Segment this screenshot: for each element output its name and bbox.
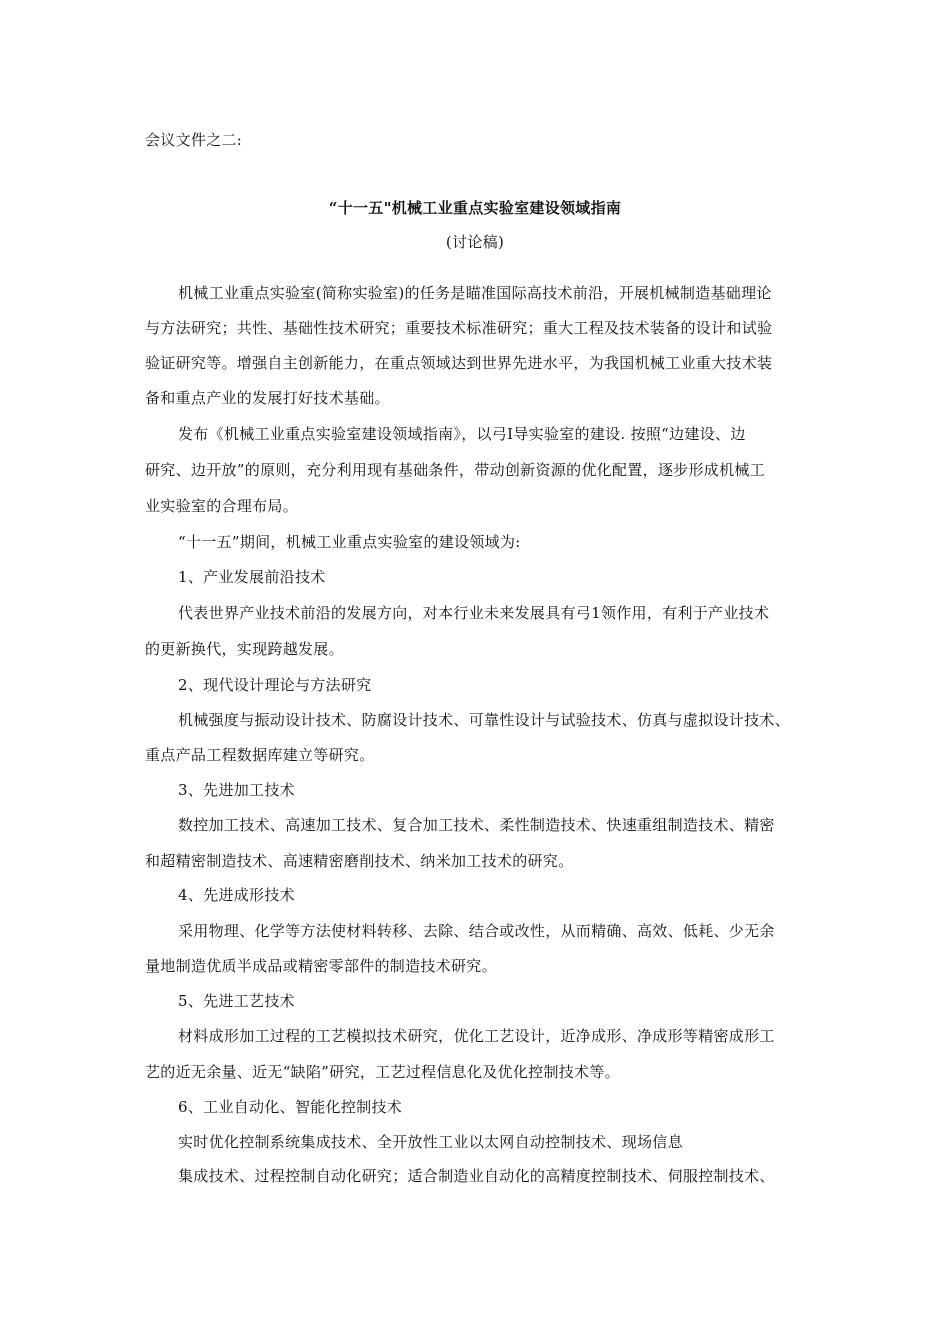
document-title: “十一五"机械工业重点实验室建设领域指南 — [328, 199, 622, 217]
paragraph-line: 采用物理、化学等方法使材料转移、去除、结合或改性，从而精确、高效、低耗、少无余 — [178, 922, 775, 940]
section-heading: 5、先进工艺技术 — [178, 992, 295, 1010]
paragraph-line: 集成技术、过程控制自动化研究；适合制造业自动化的高精度控制技术、伺服控制技术、 — [178, 1167, 775, 1185]
paragraph-line: 艺的近无余量、近无“缺陷”研究，工艺过程信息化及优化控制技术等。 — [145, 1063, 620, 1081]
section-heading: 3、先进加工技术 — [178, 781, 295, 799]
document-subtitle: (讨论稿) — [445, 233, 505, 251]
paragraph-line: 的更新换代，实现跨越发展。 — [145, 640, 344, 658]
paragraph-line: 代表世界产业技术前沿的发展方向，对本行业未来发展具有弓1领作用，有利于产业技术 — [178, 604, 770, 622]
section-heading: 4、先进成形技术 — [178, 886, 295, 904]
paragraph-line: 备和重点产业的发展打好技术基础。 — [145, 389, 390, 407]
paragraph-line: 机械工业重点实验室(简称实验室)的任务是瞄准国际高技术前沿，开展机械制造基础理论 — [178, 284, 772, 302]
section-heading: 2、现代设计理论与方法研究 — [178, 676, 372, 694]
paragraph-line: 与方法研究；共性、基础性技术研究；重要技术标准研究；重大工程及技术装备的设计和试验 — [145, 319, 773, 337]
paragraph-line: 重点产品工程数据库建立等研究。 — [145, 746, 375, 764]
paragraph-line: 研究、边开放”的原则，充分利用现有基础条件，带动创新资源的优化配置，逐步形成机械工 — [145, 461, 765, 479]
section-heading: 6、工业自动化、智能化控制技术 — [178, 1098, 403, 1116]
section-heading: 1、产业发展前沿技术 — [178, 568, 326, 586]
paragraph-line: 发布《机械工业重点实验室建设领域指南》，以弓I导实验室的建设. 按照“边建设、边 — [178, 425, 746, 443]
paragraph-line: 材料成形加工过程的工艺模拟技术研究，优化工艺设计，近净成形、净成形等精密成形工 — [178, 1027, 775, 1045]
paragraph-line: 机械强度与振动设计技术、防腐设计技术、可靠性设计与试验技术、仿真与虚拟设计技术、 — [178, 711, 791, 729]
paragraph-line: 量地制造优质半成品或精密零部件的制造技术研究。 — [145, 957, 497, 975]
document-header: 会议文件之二: — [145, 131, 243, 149]
paragraph-line: 实时优化控制系统集成技术、全开放性工业以太网自动控制技术、现场信息 — [178, 1133, 683, 1151]
paragraph-line: 和超精密制造技术、高速精密磨削技术、纳米加工技术的研究。 — [145, 852, 574, 870]
paragraph-line: 业实验室的合理布局。 — [145, 497, 299, 515]
paragraph-line: 数控加工技术、高速加工技术、复合加工技术、柔性制造技术、快速重组制造技术、精密 — [178, 816, 775, 834]
paragraph-line: 验证研究等。增强自主创新能力，在重点领域达到世界先进水平，为我国机械工业重大技术装 — [145, 354, 773, 372]
paragraph-line: “十一五”期间，机械工业重点实验室的建设领域为: — [178, 533, 521, 551]
